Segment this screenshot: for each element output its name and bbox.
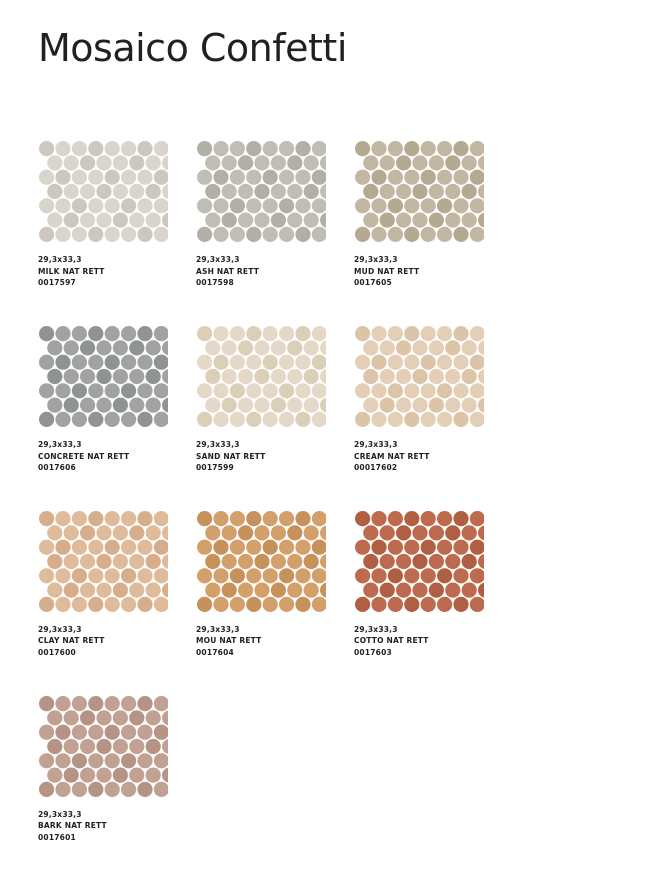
swatch-cell[interactable]	[196, 510, 354, 659]
swatch-cell[interactable]	[38, 695, 196, 844]
swatch-code: 0017599	[196, 463, 234, 473]
swatch-code: 0017604	[196, 648, 234, 657]
swatch-name: CREAM NAT RETT	[354, 451, 430, 461]
swatch-caption	[354, 624, 512, 659]
swatch-caption	[354, 439, 512, 474]
swatch-name: MUD NAT RETT	[354, 266, 420, 276]
mosaic-circles-icon	[196, 510, 326, 615]
swatch-size: 29,3x33,3	[354, 624, 398, 634]
swatch-size: 29,3x33,3	[196, 439, 240, 449]
swatch-caption	[38, 624, 196, 659]
swatch-code: 0017605	[354, 278, 392, 288]
swatch-size: 29,3x33,3	[38, 255, 82, 264]
swatch-name: MOU NAT RETT	[196, 636, 262, 646]
swatch-name: MILK NAT RETT	[38, 266, 105, 276]
swatch-code: 0017597	[38, 278, 76, 288]
mosaic-circles-icon	[38, 695, 168, 800]
swatch-caption	[38, 809, 196, 844]
mosaic-circles-icon	[354, 510, 484, 615]
swatch-caption	[196, 439, 354, 474]
mosaic-circles-icon	[38, 140, 168, 245]
swatch-code: 0017600	[38, 648, 76, 657]
swatch-caption	[38, 254, 196, 289]
swatch-name: ASH NAT RETT	[196, 266, 260, 276]
swatch-cell[interactable]	[38, 140, 196, 289]
swatch-name: SAND NAT RETT	[196, 451, 266, 461]
swatch-caption	[196, 624, 354, 659]
swatch-cell[interactable]	[38, 510, 196, 659]
swatch-code: 0017598	[196, 278, 234, 288]
mosaic-circles-icon	[196, 325, 326, 430]
swatch-code: 0017606	[38, 463, 76, 473]
swatch-size: 29,3x33,3	[354, 255, 398, 264]
mosaic-circles-icon	[38, 510, 168, 615]
swatch-size: 29,3x33,3	[196, 624, 240, 634]
swatch-cell[interactable]	[38, 325, 196, 474]
swatch-size: 29,3x33,3	[196, 255, 240, 264]
swatch-name: COTTO NAT RETT	[354, 636, 429, 646]
swatch-size: 29,3x33,3	[38, 624, 82, 634]
swatch-grid	[38, 140, 638, 880]
mosaic-circles-icon	[38, 325, 168, 430]
swatch-caption	[38, 439, 196, 474]
swatch-cell[interactable]	[196, 325, 354, 474]
swatch-code: 00017602	[354, 463, 398, 473]
swatch-name: BARK NAT RETT	[38, 821, 107, 831]
swatch-cell[interactable]	[354, 325, 512, 474]
swatch-code: 0017603	[354, 648, 392, 657]
swatch-name: CONCRETE NAT RETT	[38, 451, 130, 461]
mosaic-circles-icon	[354, 140, 484, 245]
swatch-name: CLAY NAT RETT	[38, 636, 105, 646]
swatch-caption	[196, 254, 354, 289]
swatch-cell[interactable]	[354, 510, 512, 659]
page-title: Mosaico Confetti	[38, 26, 347, 70]
mosaic-circles-icon	[196, 140, 326, 245]
swatch-cell[interactable]	[196, 140, 354, 289]
swatch-size: 29,3x33,3	[38, 809, 82, 819]
swatch-code: 0017601	[38, 832, 76, 842]
swatch-size: 29,3x33,3	[38, 439, 82, 449]
mosaic-circles-icon	[354, 325, 484, 430]
swatch-size: 29,3x33,3	[354, 439, 398, 449]
swatch-caption	[354, 254, 512, 289]
swatch-cell[interactable]	[354, 140, 512, 289]
